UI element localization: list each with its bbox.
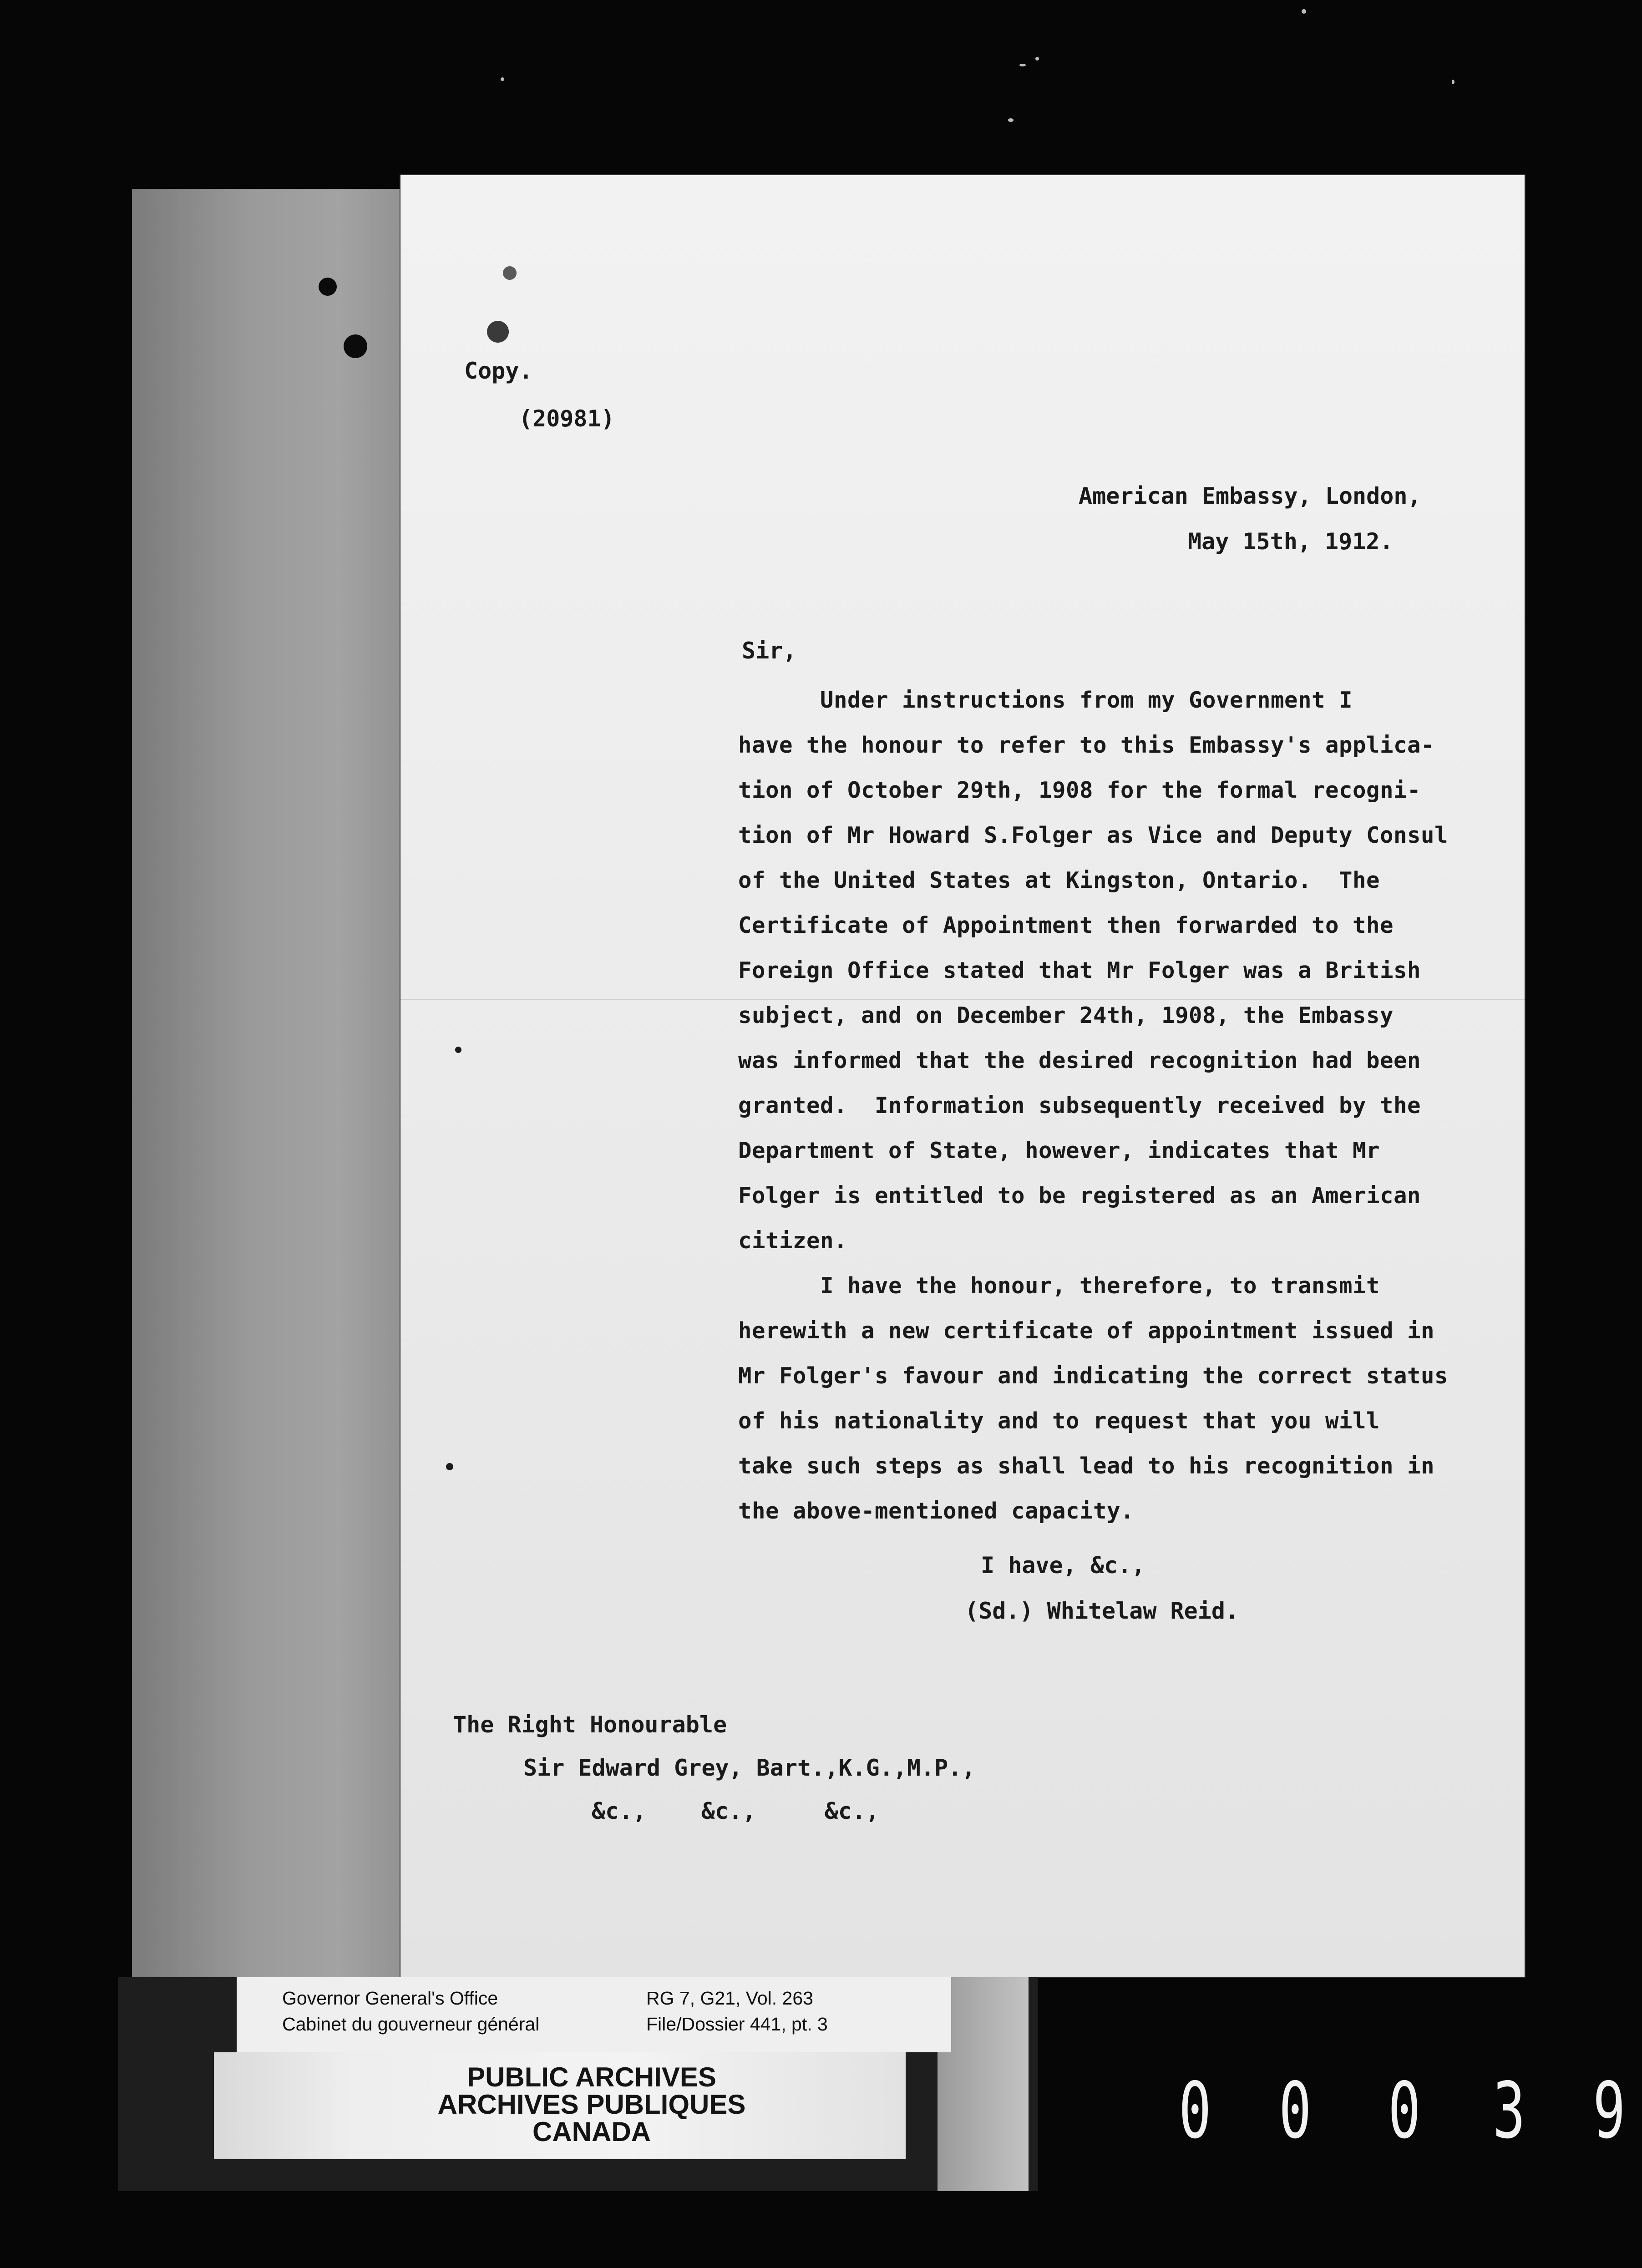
punch-mark — [503, 266, 517, 280]
body-line: subject, and on December 24th, 1908, the Embassy — [738, 1002, 1394, 1028]
body-line: tion of October 29th, 1908 for the formal recogni- — [738, 777, 1421, 803]
body-line: citizen. — [738, 1228, 848, 1254]
ink-mark — [446, 1463, 453, 1470]
dust-speck — [1035, 57, 1039, 61]
dust-speck — [1452, 80, 1454, 84]
addressee-name: Sir Edward Grey, Bart.,K.G.,M.P., — [523, 1755, 976, 1781]
body-line: tion of Mr Howard S.Folger as Vice and Deputy Consul — [738, 822, 1449, 848]
ink-mark — [455, 1047, 461, 1053]
body-line: Mr Folger's favour and indicating the correct status — [738, 1363, 1449, 1389]
punch-mark — [487, 321, 509, 343]
body-line: Department of State, however, indicates that Mr — [738, 1138, 1380, 1164]
body-line: I have the honour, therefore, to transmit — [738, 1273, 1380, 1299]
frame-digit: 3 — [1493, 2066, 1525, 2156]
body-line: take such steps as shall lead to his recognition in — [738, 1453, 1435, 1479]
frame-digit: 9 — [1593, 2066, 1626, 2156]
dust-speck — [1008, 118, 1014, 122]
archives-en: PUBLIC ARCHIVES — [467, 2062, 716, 2092]
copy-mark: Copy. — [464, 358, 533, 384]
sender-address: American Embassy, London, — [1079, 483, 1421, 509]
letter-date: May 15th, 1912. — [1188, 528, 1394, 555]
label-side — [938, 1977, 1029, 2191]
body-line: have the honour to refer to this Embassy's applica- — [738, 732, 1435, 758]
office-fr: Cabinet du gouverneur général — [282, 2014, 540, 2035]
body-line: Folger is entitled to be registered as an American — [738, 1183, 1421, 1209]
punch-hole — [344, 334, 367, 358]
body-line: of his nationality and to request that you will — [738, 1408, 1380, 1434]
reference-number: RG 7, G21, Vol. 263 — [646, 1988, 813, 2009]
frame-digit: 0 — [1279, 2066, 1312, 2156]
closing: I have, &c., — [981, 1552, 1145, 1579]
punch-hole — [319, 278, 337, 296]
body-line: was informed that the desired recognition had been — [738, 1048, 1421, 1073]
office-en: Governor General's Office — [282, 1988, 498, 2009]
body-line: granted. Information subsequently received by the — [738, 1093, 1421, 1119]
file-dossier: File/Dossier 441, pt. 3 — [646, 2014, 828, 2035]
dust-speck — [1019, 64, 1026, 66]
body-line: Certificate of Appointment then forwarded to the — [738, 912, 1394, 938]
body-line: Under instructions from my Government I — [738, 687, 1353, 713]
body-line: herewith a new certificate of appointment issued in — [738, 1318, 1435, 1344]
body-line: of the United States at Kingston, Ontario. The — [738, 867, 1380, 893]
fold-line — [400, 999, 1525, 1000]
archives-country: CANADA — [532, 2116, 651, 2147]
dust-speck — [501, 77, 504, 81]
file-number: (20981) — [519, 405, 615, 432]
frame-digit: 0 — [1179, 2066, 1211, 2156]
folder-backing — [132, 189, 428, 1977]
addressee-etc: &c., &c., &c., — [592, 1798, 880, 1824]
signature: (Sd.) Whitelaw Reid. — [965, 1598, 1239, 1624]
archives-fr: ARCHIVES PUBLIQUES — [437, 2089, 746, 2120]
addressee-title: The Right Honourable — [453, 1711, 727, 1738]
body-line: the above-mentioned capacity. — [738, 1498, 1135, 1524]
frame-digit: 0 — [1388, 2066, 1421, 2156]
salutation: Sir, — [742, 638, 797, 664]
dust-speck — [1302, 9, 1306, 14]
letter-page — [400, 175, 1525, 1977]
body-line: Foreign Office stated that Mr Folger was a British — [738, 957, 1421, 983]
